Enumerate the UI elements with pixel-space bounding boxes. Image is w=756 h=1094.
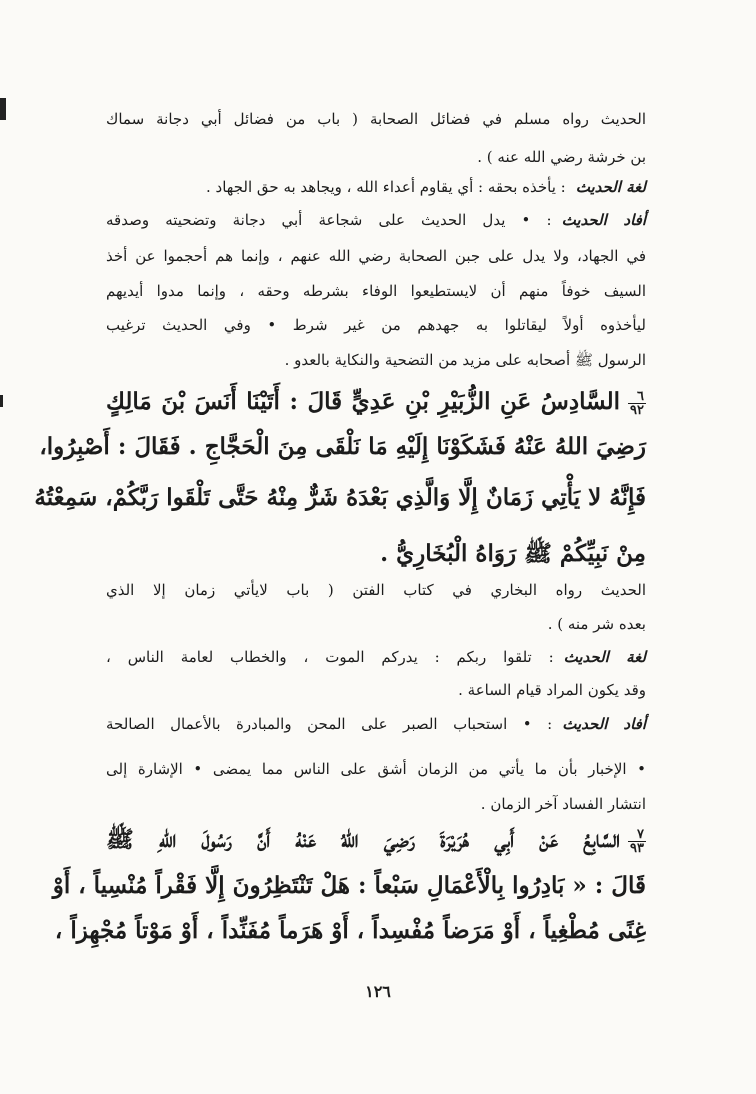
- text-line: [106, 645, 646, 671]
- hadith-number-top: ٧: [628, 828, 646, 842]
- line-text: : تلقوا ربكم : يدركم الموت ، والخطاب لعامة الناس ،: [106, 648, 554, 666]
- text-line: [106, 820, 646, 864]
- text-line: [106, 175, 646, 201]
- page-number: ١٢٦: [365, 982, 391, 1001]
- section-label: لغة الحديث: [575, 178, 646, 196]
- line-text: رَضِيَ اللهُ عَنْهُ فَشَكَوْنَا إِلَيْهِ مَا نَلْقَى مِنَ الْحَجَّاجِ . فَقَالَ : أَصْبِرُوا،: [39, 433, 646, 460]
- text-line: [34, 478, 646, 522]
- section-label: أفاد الحديث: [561, 211, 646, 229]
- line-text: ليأخذوه أولاً ليقاتلوا به جهدهم من غير شرط • وفي الحديث ترغيب: [106, 316, 646, 334]
- line-text: : يأخذه بحقه : أي يقاوم أعداء الله ، ويجاهد به حق الجهاد .: [206, 178, 566, 196]
- line-text: الحديث رواه مسلم في فضائل الصحابة ( باب من فضائل أبي دجانة سماك: [106, 110, 646, 128]
- line-text: بعده شر منه ) .: [547, 615, 646, 633]
- line-text: • الإخبار بأن ما يأتي من الزمان أشق على الناس مما يمضى • الإشارة إلى: [106, 760, 646, 778]
- line-text: : • استحباب الصبر على المحن والمبادرة بالأعمال الصالحة: [106, 715, 553, 733]
- text-line: [106, 757, 646, 783]
- text-line: [106, 612, 646, 638]
- line-text: الرسول ﷺ أصحابه على مزيد من التضحية والنكاية بالعدو .: [284, 351, 646, 369]
- line-text: قَالَ : « بَادِرُوا بِالْأَعْمَالِ سَبْعاً : هَلْ تَنْتَظِرُونَ إِلَّا فَقْراً مُنْسِياً ، أَوْ: [52, 872, 646, 899]
- text-line: [54, 911, 646, 955]
- hadith-number-bottom: ٩٢: [630, 402, 644, 418]
- hadith-number: [628, 828, 646, 855]
- section-label: أفاد الحديث: [562, 715, 646, 733]
- section-label: لغة الحديث: [563, 648, 646, 666]
- line-text: فَإِنَّهُ لا يَأْتِي زَمَانٌ إِلَّا وَالَّذِي بَعْدَهُ شَرٌّ مِنْهُ حَتَّى تَلْقَوا رَبَّكُمْ، سَمِعْتُهُ: [34, 484, 646, 511]
- line-text: مِنْ نَبِيِّكُمْ ﷺ رَوَاهُ الْبُخَارِيُّ .: [380, 540, 646, 567]
- line-text: في الجهاد، ولا يدل على جبن الصحابة رضي الله عنهم ، وإنما هم أحجموا عن أخذ: [106, 247, 646, 265]
- line-text: غِنًى مُطْغِياً ، أَوْ مَرَضاً مُفْسِداً ، أَوْ هَرَماً مُفَنِّداً ، أَوْ مَوْتاً مُجْهِزاً ،: [54, 917, 646, 944]
- text-line: [39, 427, 646, 471]
- page-edge-mark: [0, 98, 6, 120]
- text-line: [106, 348, 646, 374]
- line-text: انتشار الفساد آخر الزمان .: [480, 795, 646, 813]
- text-line: [106, 678, 646, 704]
- hadith-number: [628, 390, 646, 417]
- line-text: السيف خوفاً منهم أن لايستطيعوا الوفاء بشرطه وحقه ، وإنما مدوا أيديهم: [106, 282, 646, 300]
- text-line: [106, 534, 646, 578]
- text-line: [106, 313, 646, 339]
- text-line: [106, 107, 646, 133]
- text-line: [106, 208, 646, 234]
- text-line: [106, 712, 646, 738]
- line-text: السَّابِعُ عَنْ أَبِي هُرَيْرَةَ رَضِيَ اللهُ عَنْهُ أَنَّ رَسُولَ اللهِ ﷺ: [106, 826, 621, 853]
- line-text: السَّادِسُ عَنِ الزُّبَيْرِ بْنِ عَدِيٍّ قَالَ : أَتَيْنَا أَنَسَ بْنَ مَالِكٍ: [106, 388, 621, 415]
- text-line: [52, 866, 646, 910]
- text-line: [106, 145, 646, 171]
- text-line: [106, 578, 646, 604]
- line-text: بن خرشة رضي الله عنه ) .: [477, 148, 646, 166]
- text-line: [106, 792, 646, 818]
- line-text: وقد يكون المراد قيام الساعة .: [458, 681, 646, 699]
- text-line: [106, 382, 646, 426]
- line-text: : • يدل الحديث على شجاعة أبي دجانة وتضحيته وصدقه: [106, 211, 552, 229]
- page-edge-mark: [0, 395, 3, 407]
- hadith-number-top: ٦: [628, 390, 646, 404]
- text-line: [106, 279, 646, 305]
- hadith-number-bottom: ٩٣: [630, 840, 644, 856]
- text-line: [106, 244, 646, 270]
- line-text: الحديث رواه البخاري في كتاب الفتن ( باب لايأتي زمان إلا الذي: [106, 581, 646, 599]
